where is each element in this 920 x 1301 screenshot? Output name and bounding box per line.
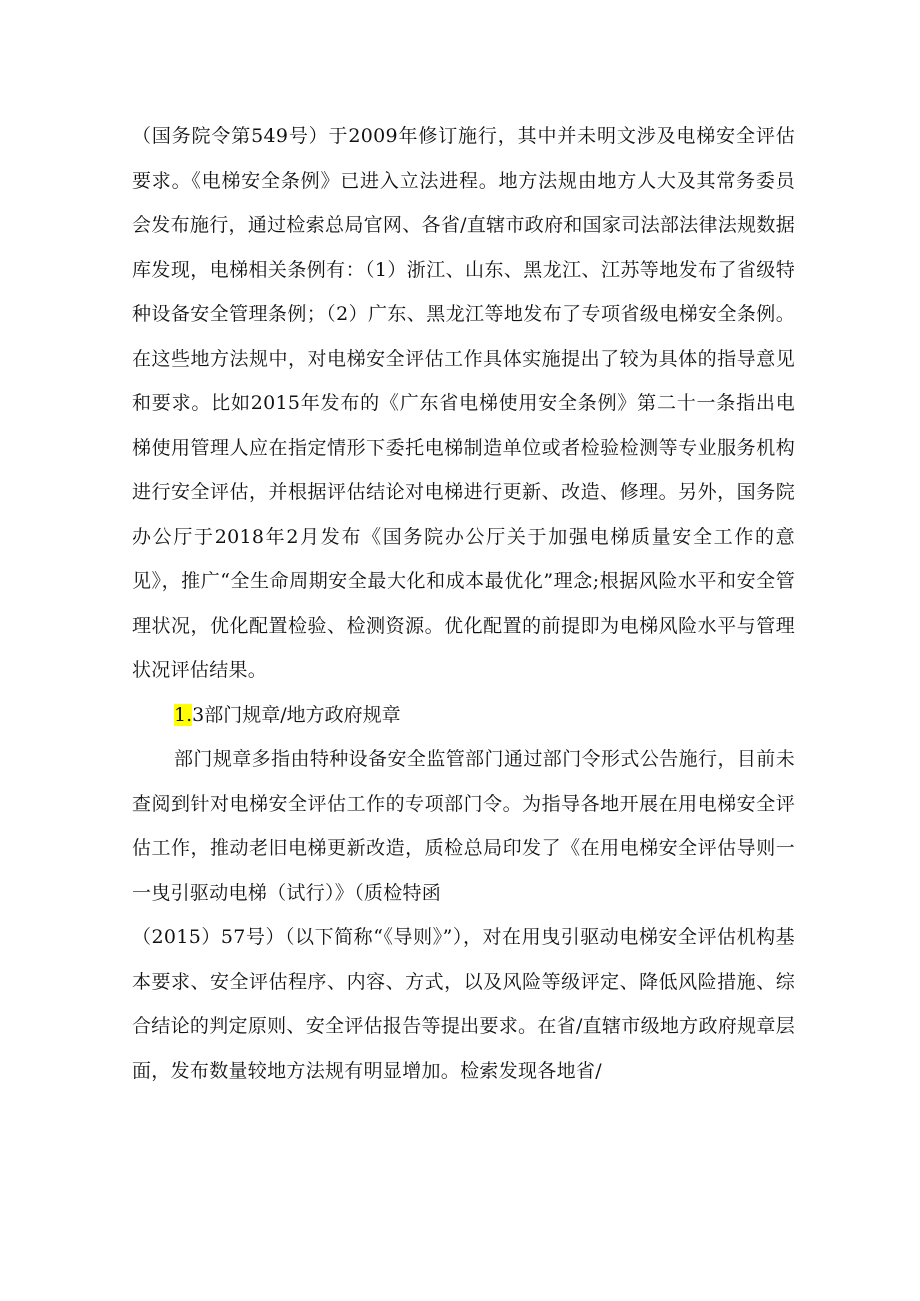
section-heading [132,693,795,738]
highlighted-section-number: 1. [174,703,193,726]
section-heading-text: 3部门规章/地方政府规章 [192,703,401,726]
paragraph-regulations: （国务院令第549号）于2009年修订施行，其中并未明文涉及电梯安全评估要求。《电梯安全条例》已进入立法进程。地方法规由地方人大及其常务委员会发布施行，通过检索总局官网、各省/直辖市政府和国家司法部法律法规数据库发现，电梯相关条例有：（1）浙江、山东、黑龙江、江苏等地发布了省级特种设备安全管理条例；（2）广东、黑龙江等地发布了专项省级电梯安全条例。在这些地方法规中，对电梯安全评估工作具体实施提出了较为具体的指导意见和要求。比如2015年发布的《广东省电梯使用安全条例》第二十一条指出电梯使用管理人应在指定情形下委托电梯制造单位或者检验检测等专业服务机构进行安全评估，并根据评估结论对电梯进行更新、改造、修理。另外，国务院办公厅于2018年2月发布《国务院办公厅关于加强电梯质量安全工作的意见》，推广“全生命周期安全最大化和成本最优化”理念;根据风险水平和安全管理状况，优化配置检验、检测资源。优化配置的前提即为电梯风险水平与管理状况评估结果。 [132,125,795,681]
document-page [132,114,795,1093]
paragraph-department-rules: 部门规章多指由特种设备安全监管部门通过部门令形式公告施行，目前未查阅到针对电梯安全评估工作的专项部门令。为指导各地开展在用电梯安全评估工作，推动老旧电梯更新改造，质检总局印发了《在用电梯安全评估导则一一曳引驱动电梯（试行）》（质检特函 [132,748,795,904]
paragraph-guideline: （2015）57号）（以下简称“《导则》”），对在用曳引驱动电梯安全评估机构基本要求、安全评估程序、内容、方式，以及风险等级评定、降低风险措施、综合结论的判定原则、安全评估报告等提出要求。在省/直辖市级地方政府规章层面，发布数量较地方法规有明显增加。检索发现各地省/ [132,926,795,1082]
